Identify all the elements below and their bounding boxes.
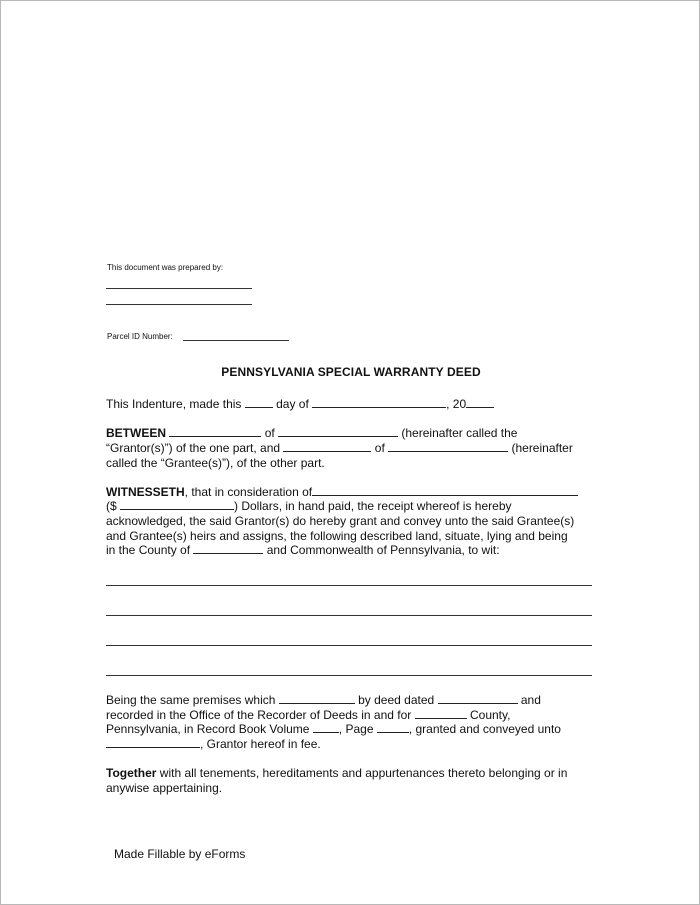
legal-description-line-1[interactable]: [106, 585, 592, 586]
premises-text-4: recorded in the Office of the Recorder of Deeds in and for: [106, 708, 412, 722]
between-line-3: called the “Grantee(s)”), of the other part.: [106, 456, 325, 470]
premises-text-1: Being the same premises which: [106, 693, 276, 707]
consideration-amount-field[interactable]: [120, 499, 234, 510]
recording-county-field[interactable]: [415, 708, 467, 719]
between-line-2: [106, 441, 598, 456]
grantee-name-field[interactable]: [283, 441, 371, 452]
record-book-volume-field[interactable]: [313, 722, 339, 733]
indenture-text-2: day of: [276, 397, 309, 411]
legal-description-line-3[interactable]: [106, 645, 592, 646]
between-label: BETWEEN: [106, 426, 166, 440]
between-grantor-text: “Grantor(s)”) of the one part, and: [106, 441, 281, 455]
premises-text-8: , granted and conveyed unto: [408, 722, 561, 736]
premises-line-1: [106, 693, 598, 708]
dollar-open: ($: [106, 499, 117, 513]
indenture-month-field[interactable]: [312, 397, 446, 408]
grantor-name-field[interactable]: [169, 426, 261, 437]
between-hereinafter-2: (hereinafter: [511, 441, 573, 455]
record-page-field[interactable]: [377, 722, 409, 733]
premises-text-3: and: [520, 693, 541, 707]
together-line-2: anywise appertaining.: [106, 781, 223, 795]
legal-description-line-2[interactable]: [106, 615, 592, 616]
premises-line-4: [106, 737, 598, 752]
premises-line-2: [106, 708, 598, 723]
legal-description-line-4[interactable]: [106, 675, 592, 676]
prior-grantor-field[interactable]: [279, 693, 355, 704]
commonwealth-text: and Commonwealth of Pennsylvania, to wit:: [266, 543, 500, 557]
prepared-by-line-2[interactable]: [106, 304, 252, 305]
deed-date-field[interactable]: [438, 693, 518, 704]
witnesseth-text-2: ) Dollars, in hand paid, the receipt whereof is hereby: [234, 499, 512, 513]
parcel-id-label: Parcel ID Number:: [107, 332, 173, 341]
grantee-address-field[interactable]: [388, 441, 508, 452]
premises-text-9: , Grantor hereof in fee.: [200, 737, 321, 751]
indenture-line: [106, 397, 598, 412]
parcel-id-field[interactable]: [183, 340, 289, 341]
conveyed-to-field[interactable]: [106, 737, 200, 748]
grantor-address-field[interactable]: [278, 426, 398, 437]
together-text-1: with all tenements, hereditaments and appurtenances thereto belonging or in: [156, 766, 568, 780]
premises-text-6: Pennsylvania, in Record Book Volume: [106, 722, 310, 736]
together-line-1: [106, 766, 598, 781]
county-text: in the County of: [106, 543, 191, 557]
consideration-words-field[interactable]: [312, 485, 578, 496]
between-of-2: of: [374, 441, 385, 455]
premises-text-2: by deed dated: [358, 693, 435, 707]
together-label: Together: [106, 766, 157, 780]
premises-text-7: , Page: [338, 722, 374, 736]
indenture-day-field[interactable]: [245, 397, 273, 408]
document-title: PENNSYLVANIA SPECIAL WARRANTY DEED: [221, 365, 481, 379]
indenture-text-3: , 20: [446, 397, 467, 411]
prepared-by-label: This document was prepared by:: [107, 263, 224, 272]
between-of-1: of: [264, 426, 275, 440]
prepared-by-line-1[interactable]: [106, 288, 252, 289]
indenture-year-field[interactable]: [466, 397, 494, 408]
between-hereinafter: (hereinafter called the: [401, 426, 518, 440]
county-field[interactable]: [193, 543, 263, 554]
premises-line-3: [106, 722, 598, 737]
witnesseth-text-1: , that in consideration of: [184, 485, 313, 499]
witnesseth-label: WITNESSETH: [106, 485, 185, 499]
between-line-1: [106, 426, 598, 441]
footer-credit: Made Fillable by eForms: [114, 847, 246, 861]
witnesseth-line-5: [106, 543, 598, 558]
witnesseth-line-2: [106, 499, 598, 514]
witnesseth-line-1: [106, 485, 598, 500]
indenture-text-1: This Indenture, made this: [106, 397, 242, 411]
witnesseth-line-3: acknowledged, the said Grantor(s) do hereby grant and convey unto the said Grantee(s): [106, 514, 575, 528]
witnesseth-line-4: and Grantee(s) heirs and assigns, the following described land, situate, lying and being: [106, 529, 568, 543]
premises-text-5: County,: [469, 708, 511, 722]
